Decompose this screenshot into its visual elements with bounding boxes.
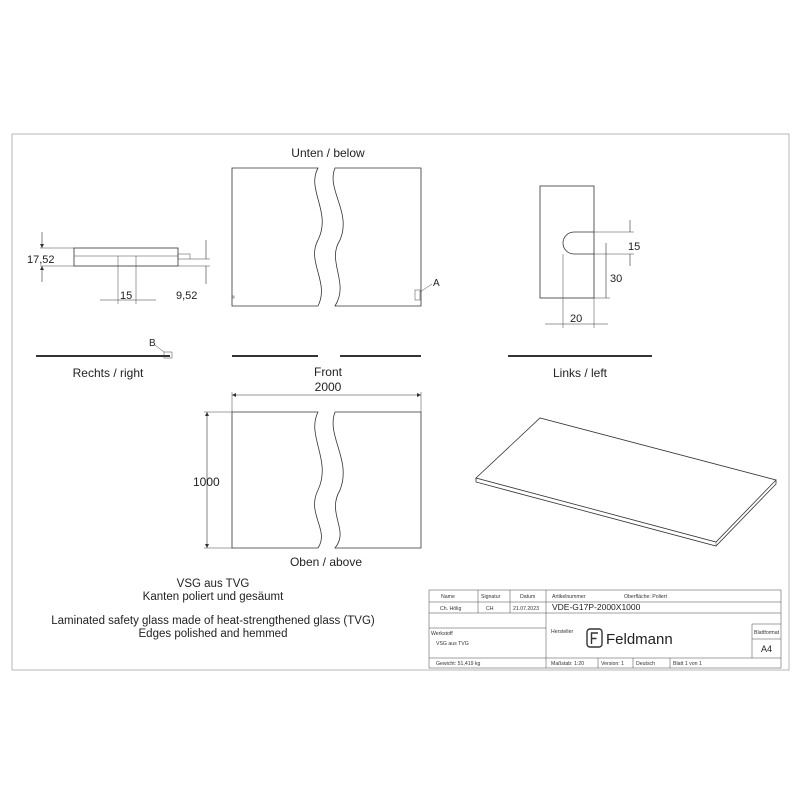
note-line-4: Edges polished and hemmed: [138, 628, 288, 640]
note-line-1: VSG aus TVG: [176, 578, 250, 590]
detail-a-marker: [415, 290, 420, 300]
dim-width: 2000: [314, 380, 342, 394]
tb-company-name: Feldmann: [606, 631, 673, 648]
dim-edge-height: 9,52: [176, 290, 198, 302]
tb-werkstoff-value: VSG aus TVG: [436, 641, 469, 647]
dim-notch-width: 20: [570, 313, 583, 325]
tb-werkstoff-label: Werkstoff: [431, 631, 453, 637]
note-line-3: Laminated safety glass made of heat-strengthened glass (TVG): [51, 615, 375, 627]
bottom-view: [232, 168, 432, 306]
tb-sprache: Deutsch: [636, 661, 656, 667]
dim-notch-height: 15: [628, 241, 641, 253]
bottom-view-label: Unten / below: [291, 146, 365, 160]
dim-notch-depth: 30: [610, 273, 623, 285]
detail-a-label: A: [433, 278, 440, 289]
detail-b-label: B: [149, 338, 156, 349]
right-view-label: Rechts / right: [72, 366, 144, 380]
tb-article-number: VDE-G17P-2000X1000: [552, 602, 641, 612]
dim-slot-width: 15: [120, 290, 133, 302]
tb-value-datum: 21.07.2023: [513, 606, 539, 612]
tb-blattformat-value: A4: [761, 644, 773, 654]
tb-header-datum: Datum: [520, 594, 536, 600]
tb-blattformat-label: Blattformat: [754, 630, 780, 636]
tb-header-oberflaeche: Oberfläche: Poliert: [624, 594, 667, 600]
feldmann-logo-icon: [587, 629, 602, 647]
tb-header-signatur: Signatur: [481, 594, 501, 600]
left-view: [540, 186, 634, 328]
sheet-frame: [12, 134, 789, 670]
front-view-label: Front: [313, 365, 343, 379]
top-view: [204, 392, 421, 548]
tb-massstab: Maßstab: 1:20: [551, 661, 585, 667]
tb-gewicht: Gewicht: 51,419 kg: [436, 661, 481, 667]
dim-thickness: 17,52: [27, 254, 55, 266]
dim-height: 1000: [193, 475, 220, 489]
isometric-view: [476, 418, 776, 546]
tb-blatt: Blatt 1 von 1: [673, 661, 702, 667]
left-view-label: Links / left: [552, 366, 608, 380]
tb-value-signatur: CH: [486, 606, 494, 612]
tb-hersteller-label: Hersteller: [551, 629, 574, 635]
tb-version: Version: 1: [601, 661, 625, 667]
tb-value-name: Ch. Hölig: [440, 606, 462, 612]
top-view-label: Oben / above: [289, 555, 363, 569]
tb-header-artikel: Artikelnummer: [552, 594, 586, 600]
tb-header-name: Name: [441, 594, 455, 600]
note-line-2: Kanten poliert und gesäumt: [142, 591, 284, 603]
